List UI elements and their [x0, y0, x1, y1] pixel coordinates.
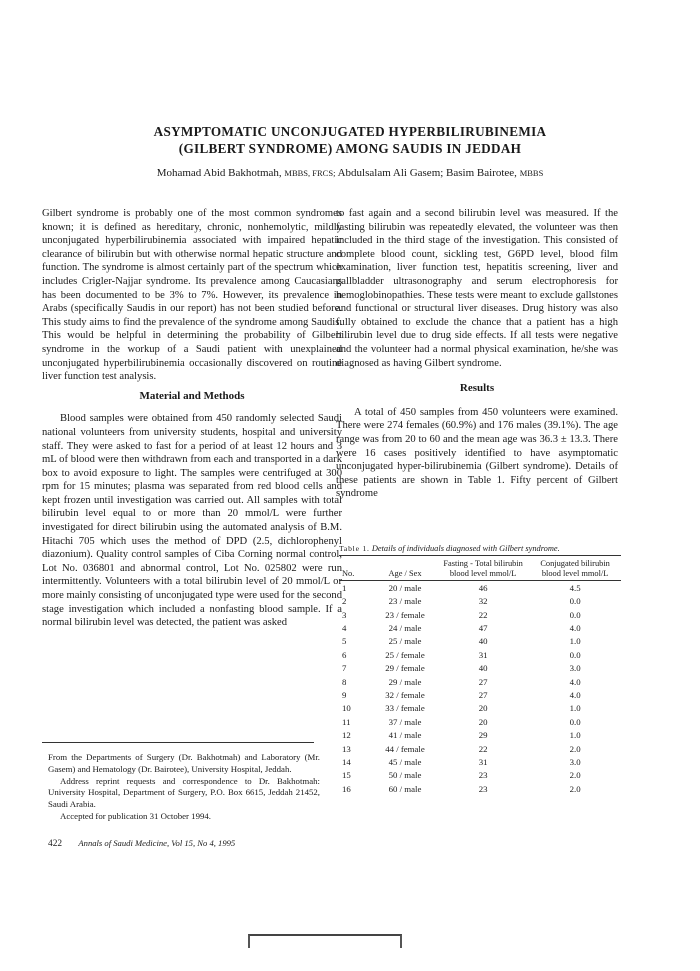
journal-citation: Annals of Saudi Medicine, Vol 15, No 4, 1995 — [78, 838, 236, 848]
table-row — [339, 621, 621, 634]
footnote-reprint: Address reprint requests and correspondence to Dr. Bakhotmah: University Hospital, Department of Surgery, P.O. Box 6615, Jeddah 21452, Saudi Arabia. — [48, 775, 320, 810]
author-line — [80, 167, 620, 179]
cell-conjugated-bilirubin: 2.0 — [569, 770, 581, 781]
cell-conjugated-bilirubin: 4.5 — [569, 582, 581, 593]
cell-age-sex: 29 / female — [385, 663, 425, 674]
cell-total-bilirubin: 46 — [478, 582, 488, 593]
cell-total-bilirubin: 27 — [478, 690, 488, 700]
cell-total-bilirubin: 23 — [478, 783, 488, 794]
cell-no: 15 — [342, 770, 351, 781]
footnote-rule — [42, 742, 314, 743]
author-1: Mohamad Abid Bakhotmah, — [156, 167, 282, 179]
article-title-line-1: ASYMPTOMATIC UNCONJUGATED HYPERBILIRUBINEMIA — [153, 124, 547, 139]
header-no: No. — [339, 556, 373, 581]
cell-conjugated-bilirubin: 0.0 — [569, 596, 581, 607]
table-row — [339, 742, 621, 755]
cell-age-sex: 60 / male — [388, 783, 422, 794]
cell-conjugated-bilirubin: 0.0 — [569, 609, 581, 620]
table-caption-text: Details of individuals diagnosed with Gilbert syndrome. — [371, 544, 560, 553]
table-row — [339, 608, 621, 621]
footnote-accepted: Accepted for publication 31 October 1994. — [60, 810, 211, 821]
cell-conjugated-bilirubin: 1.0 — [569, 636, 581, 647]
author-1-degree: MBBS, FRCS; — [284, 168, 336, 178]
cell-no: 11 — [342, 716, 351, 727]
cell-no: 8 — [342, 676, 347, 687]
methods-paragraph: Blood samples were obtained from 450 randomly selected Saudi national volunteers from university students, hospital and university staff. They were asked to fast for a period of at least 12 hours and 3 mL of blood were then withdrawn from each and transported in a dark box to avoid exposure to light. The samples were centrifuged at 300 rpm for 15 minutes; plasma was separated from red blood cells and kept frozen until investigation was carried out. All samples with total bilirubin level equal to or more than 20 mmol/L were further investigated for direct bilirubin using the automated analysis of B.M. Hitachi 705 which uses the method of DPD (2.5, dichlorophenyl diazonium). Quality control samples of Ciba Corning normal control, Lot No. 036801 and abnormal control, Lot No. 025802 were run intermittently. Volunteers with a total bilirubin level of 20 mmol/L or more mainly consisting of unconjugated type were used for the second stage investigation which included a nonfasting blood sample. If a normal bilirubin level was detected, the patient was asked — [42, 413, 342, 629]
cell-age-sex: 25 / female — [385, 649, 425, 660]
cell-no: 7 — [342, 663, 347, 674]
cell-total-bilirubin: 20 — [478, 703, 488, 714]
table-row — [339, 595, 621, 608]
cell-no: 2 — [342, 596, 347, 607]
table-body — [339, 581, 621, 796]
cell-no: 16 — [342, 783, 351, 794]
table-row — [339, 755, 621, 768]
cell-age-sex: 23 / male — [388, 596, 422, 607]
table-row — [339, 648, 621, 661]
article-title-line-2: (GILBERT SYNDROME) AMONG SAUDIS IN JEDDAH — [178, 141, 522, 156]
table-row — [339, 702, 621, 715]
cell-no: 10 — [342, 703, 351, 714]
header-age-sex: Age / Sex — [373, 556, 437, 581]
intro-paragraph: Gilbert syndrome is probably one of the most common syndromes known; it is defined as hereditary, chronic, nonhemolytic, mildly unconjugated hyperbilirubinemia associated with impaired hepatic clearance of bilirubin but with otherwise normal hepatic structure and function. The syndrome is almost certainly part of the spectrum which includes Crigler-Najjar syndrome. Its prevalence among Caucasians has been documented to be 3% to 7%. However, its prevalence in Arabs (specifically Saudis in our report) has not been studied before. This study aims to find the prevalence of the syndrome among Saudis. This would be helpful in determining the probability of Gilbert syndrome in the workup of a Saudi patient with unexplained unconjugated hyperbilirubinemia occasionally discovered on routine liver function test analysis. — [42, 208, 342, 383]
cell-age-sex: 20 / male — [388, 582, 422, 593]
cell-total-bilirubin: 22 — [478, 743, 488, 754]
binding-mark — [248, 934, 402, 948]
methods-heading: Material and Methods — [139, 389, 245, 402]
footnote-affiliations: From the Departments of Surgery (Dr. Bakhotmah) and Laboratory (Mr. Gasem) and Hematology (Dr. Bairotee), University Hospital, Jeddah. — [48, 752, 320, 774]
cell-age-sex: 29 / male — [388, 676, 422, 687]
cell-no: 3 — [342, 609, 347, 620]
cell-no: 6 — [342, 649, 347, 660]
table-row — [339, 782, 621, 795]
cell-age-sex: 45 / male — [388, 756, 422, 767]
page-number: 422 — [48, 839, 63, 849]
table-row — [339, 715, 621, 728]
cell-conjugated-bilirubin: 0.0 — [569, 649, 581, 660]
cell-age-sex: 32 / female — [385, 690, 425, 700]
right-column — [336, 207, 618, 501]
cell-conjugated-bilirubin: 4.0 — [569, 623, 581, 634]
cell-age-sex: 50 / male — [388, 770, 422, 781]
cell-conjugated-bilirubin: 0.0 — [569, 716, 581, 727]
cell-total-bilirubin: 40 — [478, 636, 488, 647]
cell-no: 5 — [342, 636, 347, 647]
cell-age-sex: 23 / female — [385, 609, 425, 620]
table-caption — [339, 544, 560, 553]
cell-age-sex: 25 / male — [388, 636, 422, 647]
cell-no: 14 — [342, 756, 351, 767]
cell-no: 4 — [342, 623, 347, 634]
cell-total-bilirubin: 32 — [478, 596, 488, 607]
cell-total-bilirubin: 27 — [478, 676, 488, 687]
table-row — [339, 728, 621, 741]
cell-age-sex: 44 / female — [385, 743, 425, 754]
cell-conjugated-bilirubin: 2.0 — [569, 743, 581, 754]
table-row — [339, 635, 621, 648]
cell-age-sex: 37 / male — [388, 716, 422, 727]
footnote — [48, 752, 320, 823]
cell-total-bilirubin: 40 — [478, 663, 488, 674]
methods-continued-paragraph: to fast again and a second bilirubin level was measured. If the fasting bilirubin was repeatedly elevated, the volunteer was then included in the third stage of the investigation. This consisted of complete blood count, sickling test, G6PD level, blood film examination, liver function test, hepatitis screening, liver and gallbladder ultrasonography and serum electrophoresis for hemoglobinopathies. These tests were meant to exclude gallstones and functional or structural liver diseases. Drug history was also fully obtained to exclude the chance that a patient has a high bilirubin level due to drug side effects. If all tests were negative and the volunteer had a normal physical examination, he/she was diagnosed as having Gilbert syndrome. — [336, 208, 618, 369]
cell-total-bilirubin: 22 — [478, 609, 488, 620]
page-footer — [48, 838, 235, 849]
cell-total-bilirubin: 47 — [478, 623, 488, 634]
header-total-bilirubin: Fasting - Total bilirubin blood level mmol/L — [437, 556, 529, 581]
table-row — [339, 688, 621, 701]
cell-total-bilirubin: 31 — [478, 649, 488, 660]
results-heading: Results — [459, 382, 495, 395]
header-conjugated-bilirubin: Conjugated bilirubin blood level mmol/L — [529, 556, 621, 581]
cell-total-bilirubin: 23 — [478, 770, 488, 781]
authors-rest: Abdulsalam Ali Gasem; Basim Bairotee, — [337, 167, 517, 179]
table-header-row — [339, 556, 621, 581]
cell-conjugated-bilirubin: 1.0 — [569, 703, 581, 714]
cell-total-bilirubin: 31 — [478, 756, 488, 767]
gilbert-cases-table — [339, 555, 621, 795]
cell-conjugated-bilirubin: 2.0 — [569, 783, 581, 794]
left-column — [42, 207, 342, 630]
cell-no: 1 — [342, 582, 347, 593]
cell-total-bilirubin: 20 — [478, 716, 488, 727]
cell-conjugated-bilirubin: 3.0 — [569, 756, 581, 767]
cell-total-bilirubin: 29 — [478, 730, 488, 741]
cell-no: 12 — [342, 730, 351, 741]
table-row — [339, 662, 621, 675]
cell-conjugated-bilirubin: 1.0 — [569, 730, 581, 741]
table-row — [339, 769, 621, 782]
cell-conjugated-bilirubin: 4.0 — [569, 690, 581, 700]
cell-no: 13 — [342, 743, 351, 754]
cell-conjugated-bilirubin: 4.0 — [569, 676, 581, 687]
cell-age-sex: 24 / male — [388, 623, 422, 634]
cell-conjugated-bilirubin: 3.0 — [569, 663, 581, 674]
cell-no: 9 — [342, 690, 347, 700]
results-paragraph: A total of 450 samples from 450 volunteers were examined. There were 274 females (60.9%) and 176 males (39.1%). The age range was from 20 to 60 and the mean age was 36.3 ± 13.3. There were 16 cases positively identified to have asymptomatic unconjugated hyper-bilirubinemia (Gilbert syndrome). Details of these patients are shown in Table 1. Fifty percent of Gilbert syndrome — [336, 406, 618, 500]
table-row — [339, 581, 621, 595]
table-row — [339, 675, 621, 688]
cell-age-sex: 41 / male — [388, 730, 422, 741]
cell-age-sex: 33 / female — [385, 703, 425, 714]
table-label: Table 1. — [339, 544, 370, 553]
author-3-degree: MBBS — [519, 168, 544, 178]
